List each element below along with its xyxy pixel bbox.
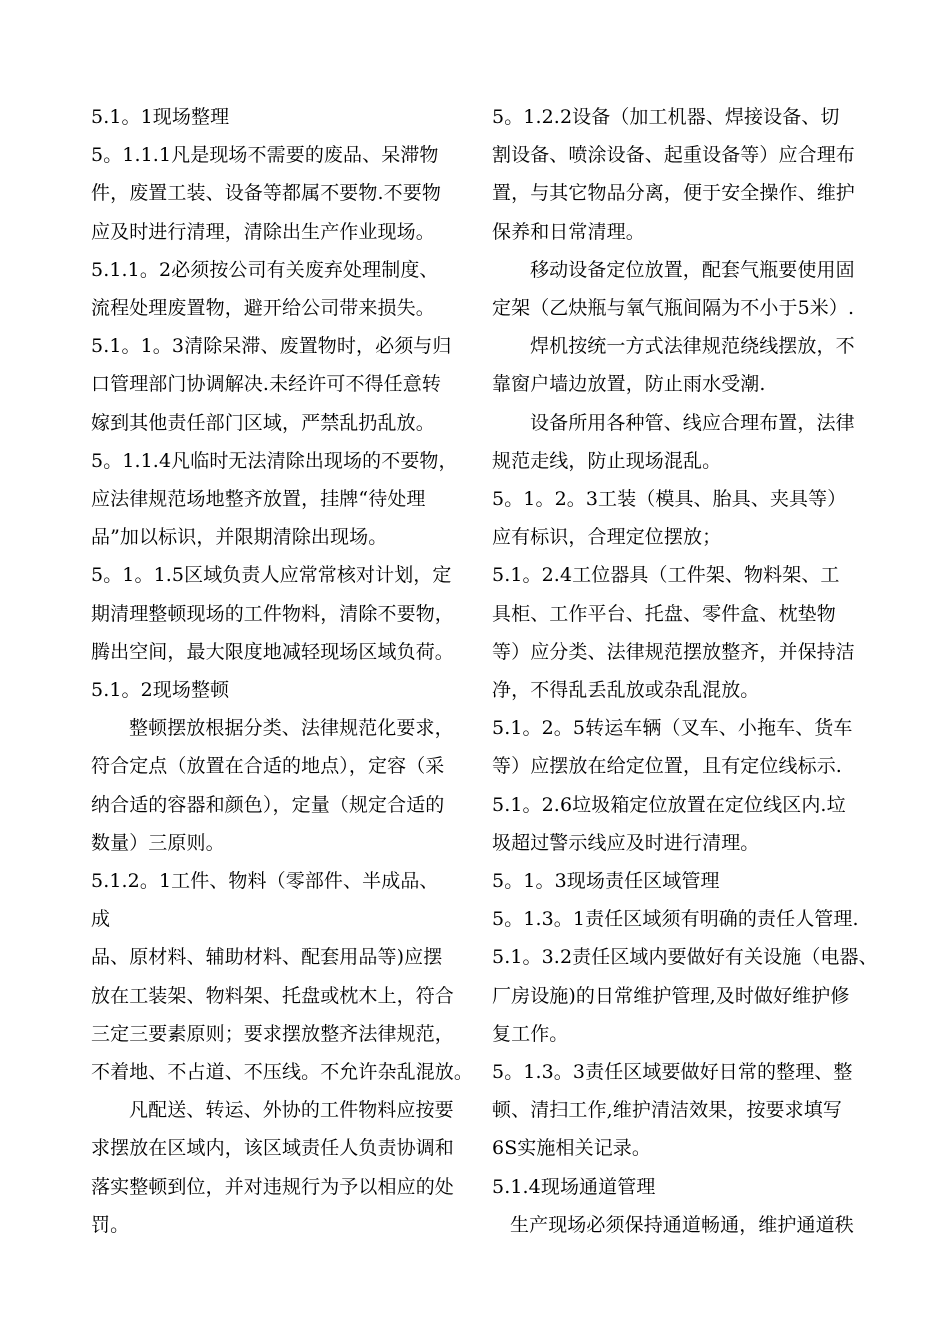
text-line: 等）应分类、法律规范摆放整齐，并保持洁 <box>492 640 855 663</box>
heading-5-1-2 <box>91 671 471 709</box>
paragraph-5-1-1-4 <box>91 442 471 557</box>
text-line: 顿、清扫工作,维护清洁效果，按要求填写 <box>492 1099 842 1122</box>
paragraph-5-1-1-5 <box>91 556 471 671</box>
text-line: 具柜、工作平台、托盘、零件盒、枕垫物 <box>492 602 836 625</box>
left-column <box>91 98 474 1244</box>
text-line: 5.1.4现场通道管理 <box>492 1175 656 1198</box>
text-line: 5.1。2。5转运车辆（叉车、小拖车、货车 <box>492 717 853 740</box>
heading-5-1-4 <box>492 1168 882 1206</box>
text-line: 5。1。1.5区域负责人应常常核对计划，定 <box>91 564 452 587</box>
paragraph-mobile-equipment <box>492 251 882 327</box>
text-line: 焊机按统一方式法律规范绕线摆放，不 <box>530 335 855 358</box>
text-line: 5.1。2现场整顿 <box>91 679 230 702</box>
text-line: 5。1.3。1责任区域须有明确的责任人管理. <box>492 908 859 931</box>
text-line: 复工作。 <box>492 1022 569 1045</box>
paragraph-5-1-2-1 <box>91 862 474 1091</box>
text-line: 整顿摆放根据分类、法律规范化要求， <box>129 717 454 740</box>
paragraph-passage-management <box>492 1206 882 1244</box>
text-line: 6S实施相关记录。 <box>492 1137 652 1160</box>
text-line: 割设备、喷涂设备、起重设备等）应合理布 <box>492 144 855 167</box>
text-line: 流程处理废置物，避开给公司带来损失。 <box>91 297 435 320</box>
text-line: 5。1.2.2设备（加工机器、焊接设备、切 <box>492 106 840 128</box>
paragraph-arrangement-principles <box>91 709 471 862</box>
paragraph-delivery-materials <box>91 1091 471 1244</box>
text-line: 5.1。1现场整理 <box>91 106 230 128</box>
text-line: 三定三要素原则；要求摆放整齐法律规范， <box>91 1022 454 1045</box>
text-line: 净，不得乱丢乱放或杂乱混放。 <box>492 679 760 702</box>
text-line: 厂房设施)的日常维护管理,及时做好维护修 <box>492 984 850 1007</box>
paragraph-pipes-lines <box>492 404 882 480</box>
text-line: 品”加以标识，并限期清除出现场。 <box>91 526 388 549</box>
text-line: 应及时进行清理，清除出生产作业现场。 <box>91 220 435 243</box>
text-line: 纳合适的容器和颜色），定量（规定合适的 <box>91 793 445 816</box>
text-line: 置，与其它物品分离，便于安全操作、维护 <box>492 182 855 205</box>
text-line: 圾超过警示线应及时进行清理。 <box>492 831 760 854</box>
text-line: 符合定点（放置在合适的地点），定容（采 <box>91 755 445 778</box>
paragraph-5-1-2-2 <box>492 98 882 251</box>
text-line: 成 <box>91 908 111 931</box>
text-line: 应法律规范场地整齐放置，挂牌“待处理 <box>91 488 426 511</box>
text-line: 定架（乙炔瓶与氧气瓶间隔为不小于5米）. <box>492 297 855 320</box>
text-line: 求摆放在区域内，该区域责任人负责协调和 <box>91 1137 454 1160</box>
paragraph-5-1-2-6 <box>492 786 882 862</box>
text-line: 移动设备定位放置，配套气瓶要使用固 <box>530 258 855 281</box>
text-line: 应有标识，合理定位摆放； <box>492 526 722 549</box>
paragraph-5-1-2-5 <box>492 709 882 785</box>
text-line: 嫁到其他责任部门区域，严禁乱扔乱放。 <box>91 411 435 434</box>
text-line: 5.1.2。1工件、物料（零部件、半成品、 <box>91 870 439 893</box>
text-line: 5.1。1。3清除呆滞、废置物时，必须与归 <box>91 335 452 358</box>
paragraph-5-1-2-4 <box>492 556 882 709</box>
paragraph-5-1-1-1 <box>91 136 471 251</box>
text-line: 设备所用各种管、线应合理布置，法律 <box>530 411 855 434</box>
text-line: 5.1。3.2责任区域内要做好有关设施（电器、 <box>492 946 878 969</box>
text-line: 规范走线，防止现场混乱。 <box>492 449 722 472</box>
text-line: 保养和日常清理。 <box>492 220 645 243</box>
text-line: 期清理整顿现场的工件物料，清除不要物， <box>91 602 454 625</box>
heading-5-1-1 <box>91 98 471 136</box>
text-line: 放在工装架、物料架、托盘或枕木上，符合 <box>91 984 454 1007</box>
text-line: 5.1。2.4工位器具（工件架、物料架、工 <box>492 564 840 587</box>
text-line: 落实整顿到位，并对违规行为予以相应的处 <box>91 1175 454 1198</box>
text-line: 生产现场必须保持通道畅通，维护通道秩 <box>510 1213 854 1236</box>
text-line: 口管理部门协调解决.未经许可不得任意转 <box>91 373 441 396</box>
text-line: 5.1。2.6垃圾箱定位放置在定位线区内.垃 <box>492 793 846 816</box>
heading-5-1-3 <box>492 862 882 900</box>
text-line: 腾出空间，最大限度地减轻现场区域负荷。 <box>91 640 454 663</box>
text-line: 5。1.3。3责任区域要做好日常的整理、整 <box>492 1061 853 1084</box>
text-line: 靠窗户墙边放置，防止雨水受潮. <box>492 373 766 396</box>
text-line: 件，废置工装、设备等都属不要物.不要物 <box>91 182 441 205</box>
text-line: 不着地、不占道、不压线。不允许杂乱混放。 <box>91 1061 474 1084</box>
paragraph-5-1-1-3 <box>91 327 471 442</box>
text-line: 5。1.1.4凡临时无法清除出现场的不要物， <box>91 449 458 472</box>
text-line: 5。1.1.1凡是现场不需要的废品、呆滞物 <box>91 144 439 167</box>
text-line: 5。1。2。3工装（模具、胎具、夹具等） <box>492 488 847 511</box>
text-line: 等）应摆放在给定位置，且有定位线标示. <box>492 755 842 778</box>
text-line: 品、原材料、辅助材料、配套用品等)应摆 <box>91 946 443 969</box>
paragraph-5-1-3-1 <box>492 900 882 938</box>
paragraph-5-1-3-3 <box>492 1053 882 1168</box>
text-line: 罚。 <box>91 1213 130 1236</box>
paragraph-welding-machine <box>492 327 882 403</box>
text-line: 凡配送、转运、外协的工件物料应按要 <box>129 1099 454 1122</box>
right-column <box>492 98 882 1244</box>
paragraph-5-1-1-2 <box>91 251 471 327</box>
text-line: 5.1.1。2必须按公司有关废弃处理制度、 <box>91 258 439 281</box>
paragraph-5-1-2-3 <box>492 480 882 556</box>
text-line: 数量）三原则。 <box>91 831 225 854</box>
text-line: 5。1。3现场责任区域管理 <box>492 870 720 893</box>
paragraph-5-1-3-2 <box>492 938 882 1053</box>
